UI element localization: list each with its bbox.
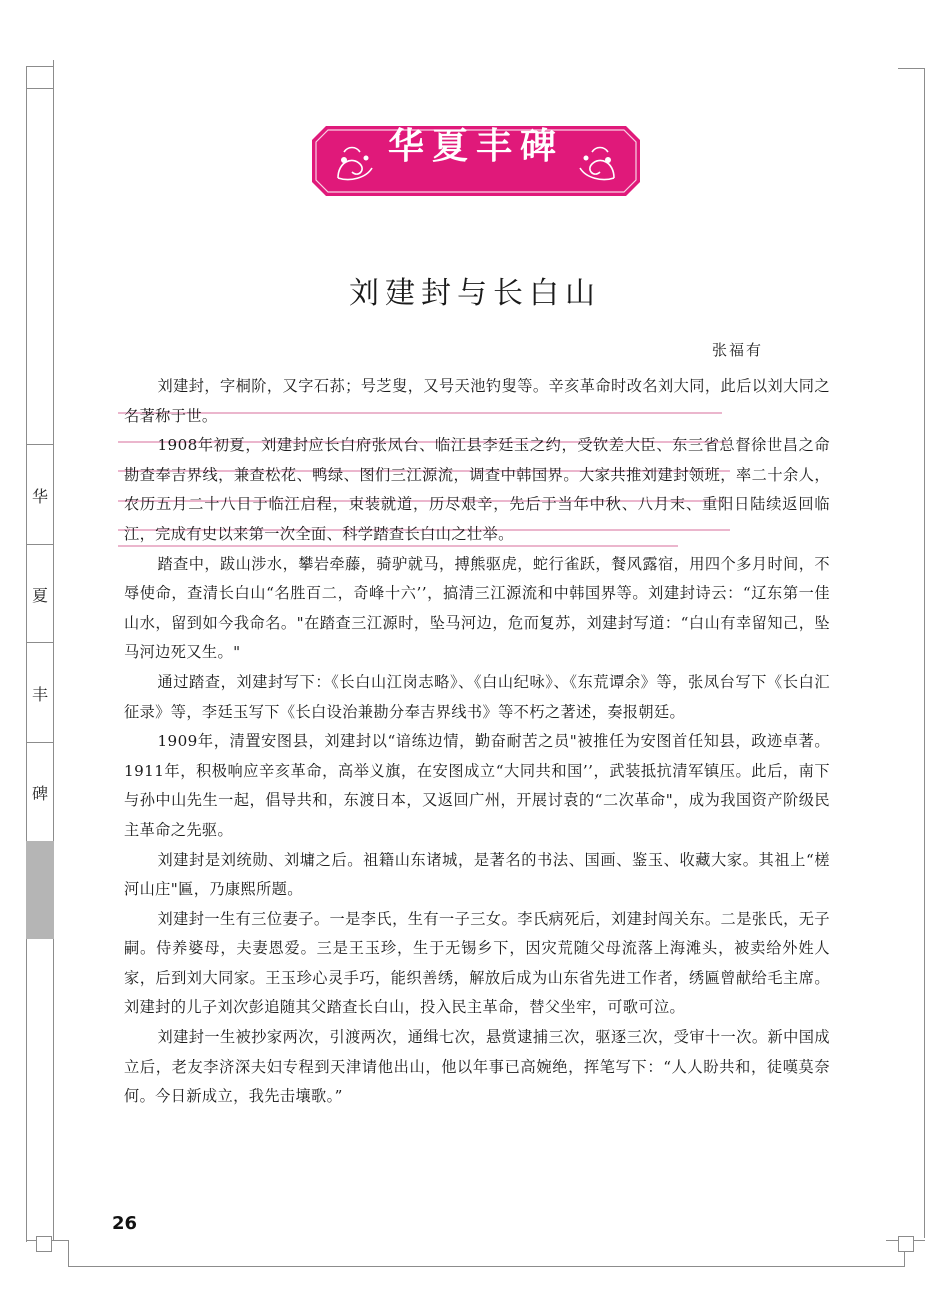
section-banner (312, 126, 640, 196)
paragraph: 1909年，清置安图县，刘建封以“谙练边情，勤奋耐苦之员"被推任为安图首任知县，政迹卓著。1911年，积极响应辛亥革命，高举义旗，在安图成立“大同共和国’’，武装抵抗清军镇压。此后，南下与孙中山先生一起，倡导共和，东渡日本，又返回广州，开展讨袁的“二次革命"，成为我国资产阶级民主革命之先驱。 (124, 732, 830, 839)
article-author: 张福有 (712, 341, 764, 359)
page-number: 26 (112, 1213, 138, 1234)
paragraph: 通过踏查，刘建封写下：《长白山江岗志略》、《白山纪咏》、《东荒谭余》等，张凤台写下《长白汇征录》等，李廷玉写下《长白设治兼勘分奉吉界线书》等不朽之著述，奏报朝廷。 (124, 672, 830, 721)
side-gray-block (26, 841, 54, 939)
paragraph: 踏查中，跋山涉水，攀岩牵藤，骑驴就马，搏熊驱虎，蛇行雀跃，餐风露宿，用四个多月时间，不辱使命，查清长白山“名胜百二，奇峰十六’’，搞清三江源流和中韩国界等。刘建封诗云：“辽东第一佳山水，留到如今我命名。"在踏查三江源时，坠马河边，危而复苏，刘建封写道：“白山有幸留知己，坠马河边死又生。" (124, 554, 830, 662)
side-tab-bei: 碑 (26, 742, 54, 842)
paragraph: 刘建封一生有三位妻子。一是李氏，生有一子三女。李氏病死后，刘建封闯关东。二是张氏，无子嗣。侍养婆母，夫妻恩爱。三是王玉珍，生于无锡乡下，因灾荒随父母流落上海滩头，被卖给外姓人家，后到刘大同家。王玉珍心灵手巧，能织善绣，解放后成为山东省先进工作者，绣匾曾献给毛主席。刘建封的儿子刘次彭追随其父踏查长白山，投入民主革命，替父坐牢，可歌可泣。 (124, 909, 830, 1017)
article-title: 刘建封与长白山 (349, 276, 601, 311)
frame-bottom-left-v (68, 1240, 69, 1267)
paragraph: 刘建封是刘统勋、刘墉之后。祖籍山东诸城，是著名的书法、国画、鉴玉、收藏大家。其祖上“槎河山庄"匾，乃康熙所题。 (124, 850, 830, 899)
frame-bottom (68, 1266, 904, 1267)
frame-right (924, 68, 925, 1238)
frame-top-left2 (26, 88, 54, 89)
banner-title: 华夏丰碑 (387, 126, 564, 166)
side-tab-feng: 丰 (26, 642, 54, 743)
paragraph: 刘建封一生被抄家两次，引渡两次，通缉七次，悬赏逮捕三次，驱逐三次，受审十一次。新中国成立后，老友李济深夫妇专程到天津请他出山，他以年事已高婉绝，挥笔写下：“人人盼共和，徒嘆莫奈何。今日新成立，我先击壤歌。” (124, 1028, 830, 1106)
corner-box-bottom-left (36, 1236, 52, 1252)
frame-top-right (898, 68, 925, 69)
paragraph: 刘建封，字桐阶，又字石荪；号芝叟，又号天池钓叟等。辛亥革命时改名刘大同，此后以刘大同之名著称于世。 (124, 377, 830, 425)
paragraph: 1908年初夏，刘建封应长白府张凤台、临江县李廷玉之约，受钦差大臣、东三省总督徐世昌之命勘查奉吉界线，兼查松花、鸭绿、图们三江源流，调查中韩国界。大家共推刘建封领班，率二十余人，农历五月二十八日于临江启程，束装就道，历尽艰辛，先后于当年中秋、八月末、重阳日陆续返回临江，完成有史以来第一次全面、科学踏查长白山之壮举。 (124, 436, 830, 543)
frame-top-left (26, 66, 54, 67)
side-tab-hua: 华 (26, 444, 54, 545)
side-tab-xia: 夏 (26, 544, 54, 643)
article-body (124, 372, 830, 1112)
corner-box-bottom-right (898, 1236, 914, 1252)
